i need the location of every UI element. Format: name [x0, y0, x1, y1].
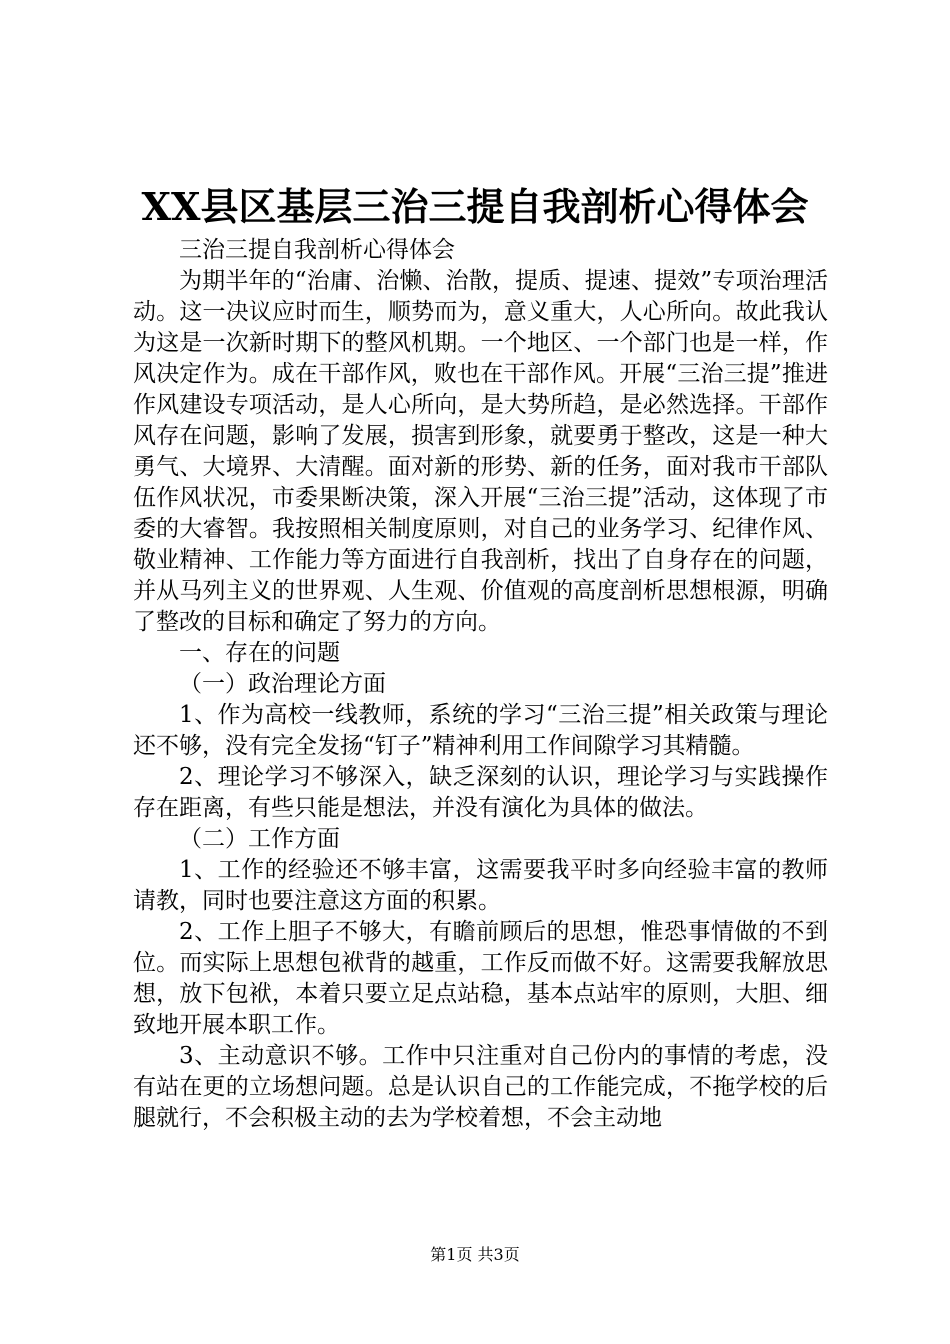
paragraph-item: 1、作为高校一线教师，系统的学习“三治三提”相关政策与理论还不够，没有完全发扬“钉子”精神利用工作间隙学习其精髓。	[133, 702, 828, 759]
paragraph-item: 3、主动意识不够。工作中只注重对自己份内的事情的考虑，没有站在更的立场想问题。总是认识自己的工作能完成，不拖学校的后腿就行，不会积极主动的去为学校着想，不会主动地	[133, 1043, 828, 1131]
paragraph-intro: 为期半年的“治庸、治懒、治散，提质、提速、提效”专项治理活动。这一决议应时而生，顺势而为，意义重大，人心所向。故此我认为这是一次新时期下的整风机期。一个地区、一个部门也是一样，作风决定作为。成在干部作风，败也在干部作风。开展“三治三提”推进作风建设专项活动，是人心所向，是大势所趋，是必然选择。干部作风存在问题，影响了发展，损害到形象，就要勇于整改，这是一种大勇气、大境界、大清醒。面对新的形势、新的任务，面对我市干部队伍作风状况，市委果断决策，深入开展“三治三提”活动，这体现了市委的大睿智。我按照相关制度原则，对自己的业务学习、纪律作风、敬业精神、工作能力等方面进行自我剖析，找出了自身存在的问题，并从马列主义的世界观、人生观、价值观的高度剖析思想根源，明确了整改的目标和确定了努力的方向。	[133, 268, 828, 635]
page-number-footer: 第1页 共3页	[430, 1245, 520, 1264]
paragraph-item: 2、工作上胆子不够大，有瞻前顾后的思想，惟恐事情做的不到位。而实际上思想包袱背的越重，工作反而做不好。这需要我解放思想，放下包袱，本着只要立足点站稳，基本点站牢的原则，大胆、细致地开展本职工作。	[133, 919, 828, 1038]
paragraph-item: 2、理论学习不够深入，缺乏深刻的认识，理论学习与实践操作存在距离，有些只能是想法，并没有演化为具体的做法。	[133, 764, 828, 821]
paragraph-item: 1、工作的经验还不够丰富，这需要我平时多向经验丰富的教师请教，同时也要注意这方面的积累。	[133, 857, 828, 914]
subsection-heading: （一）政治理论方面	[179, 671, 386, 697]
paragraph-subtitle: 三治三提自我剖析心得体会	[179, 237, 455, 263]
section-heading: 一、存在的问题	[179, 640, 340, 666]
document-title: XX县区基层三治三提自我剖析心得体会	[141, 184, 809, 229]
document-body	[133, 235, 828, 1134]
subsection-heading: （二）工作方面	[179, 826, 340, 852]
